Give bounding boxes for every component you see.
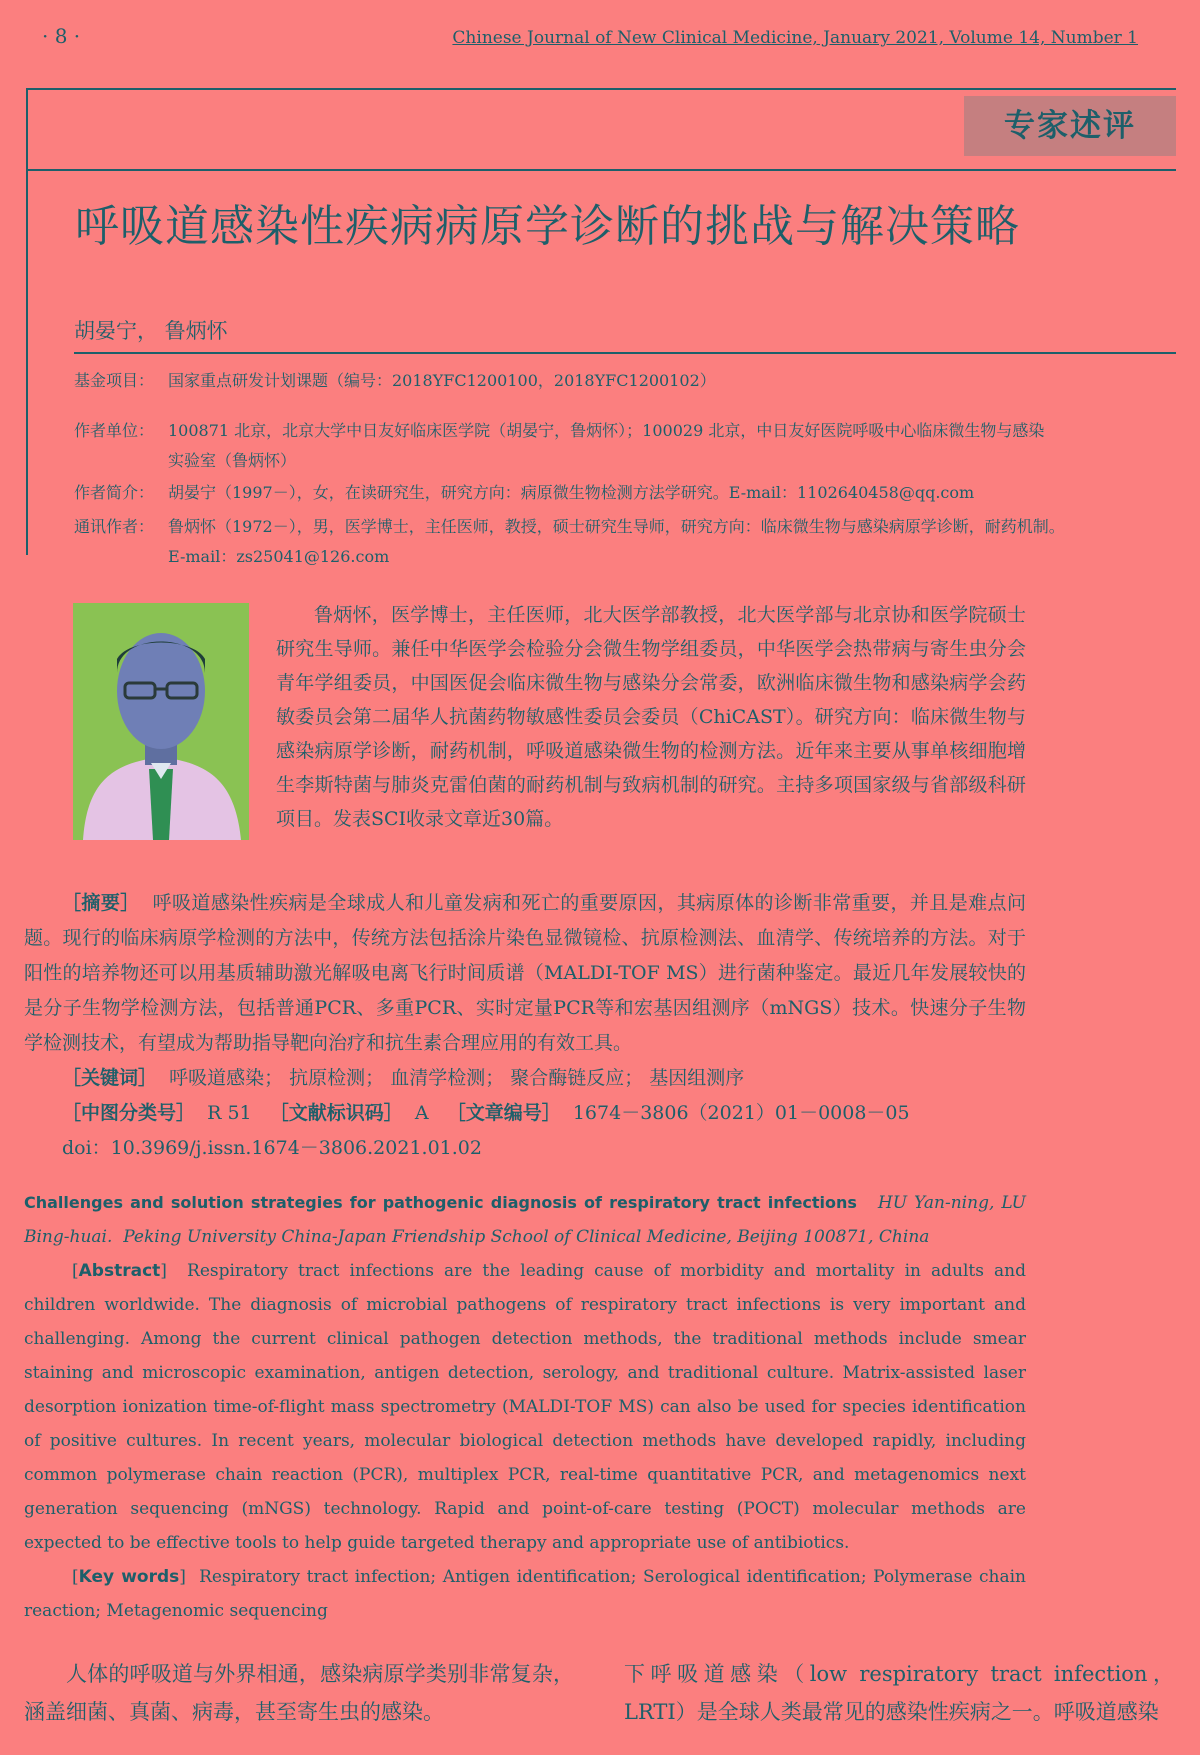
abstract-zh <box>24 886 1026 1166</box>
en-keywords-label: Key words <box>78 1567 180 1587</box>
corr-label: 通讯作者： <box>74 517 155 536</box>
en-title: Challenges and solution strategies for pathogenic diagnosis of respiratory tract infections <box>24 1193 857 1212</box>
en-title-line <box>24 1186 1026 1254</box>
en-keywords: [Key words] Respiratory tract infection; Antigen identification; Serological identification; Polymerase chain reaction; Metagenomic sequencing <box>24 1567 1026 1621</box>
article-no-value: 1674－3806（2021）01－0008－05 <box>572 1102 910 1124</box>
doc-value: A <box>414 1102 429 1124</box>
clc-value: R 51 <box>207 1102 252 1124</box>
body-col1-text: 人体的呼吸道与外界相通，感染病原学类别非常复杂，涵盖细菌、真菌、病毒，甚至寄生虫的感染。 <box>24 1662 574 1724</box>
section-badge: 专家述评 <box>964 96 1176 156</box>
bio-paragraph: 鲁炳怀，医学博士，主任医师，北大医学部教授，北大医学部与北京协和医学院硕士研究生导师。兼任中华医学会检验分会微生物学组委员，中华医学会热带病与寄生虫分会青年学组委员，中国医促会临床微生物与感染分会常委，欧洲临床微生物和感染病学会药敏委员会第二届华人抗菌药物敏感性委员会委员（ChiCAST）。研究方向：临床微生物与感染病原学诊断，耐药机制，呼吸道感染微生物的检测方法。近年来主要从事单核细胞增生李斯特菌与肺炎克雷伯菌的耐药机制与致病机制的研究。主持多项国家级与省部级科研项目。发表SCI收录文章近30篇。 <box>276 604 1026 830</box>
doi-line[interactable]: doi：10.3969/j.issn.1674－3806.2021.01.02 <box>62 1137 482 1159</box>
author-bio-info <box>74 478 1174 508</box>
abstract-zh-paragraph <box>24 886 1026 1061</box>
affil-line2: 实验室（鲁炳怀） <box>168 451 297 470</box>
keywords-zh <box>24 1061 1026 1096</box>
fund-info <box>74 366 1174 396</box>
author-bio <box>276 598 1026 836</box>
en-abstract-label: Abstract <box>78 1261 161 1281</box>
author-photo <box>73 603 249 840</box>
article-title: 呼吸道感染性疾病病原学诊断的挑战与解决策略 <box>75 201 1020 252</box>
affil-label: 作者单位： <box>74 421 155 440</box>
journal-header[interactable]: Chinese Journal of New Clinical Medicine, January 2021, Volume 14, Number 1 <box>452 28 1138 48</box>
article-authors: 胡晏宁， 鲁炳怀 <box>74 319 228 343</box>
body-column-right <box>624 1655 1174 1731</box>
corr-line2: E-mail：zs25041@126.com <box>168 547 390 566</box>
en-keywords-text: Respiratory tract infection; Antigen identification; Serological identification; Polymerase chain reaction; Metagenomic sequencing <box>24 1567 1026 1621</box>
article-no-label: ［文章编号］ <box>446 1102 561 1124</box>
frame-left-rule <box>26 89 28 555</box>
fund-label: 基金项目： <box>74 371 155 390</box>
authors-rule <box>74 352 1176 354</box>
en-authors: HU Yan-ning, LU Bing-huai. <box>24 1193 1027 1247</box>
affil-line1: 100871 北京，北京大学中日友好临床医学院（胡晏宁，鲁炳怀）；100029 北京，中日友好医院呼吸中心临床微生物与感染 <box>168 421 1045 440</box>
abstract-en <box>24 1186 1026 1628</box>
fund-value: 国家重点研发计划课题（编号：2018YFC1200100，2018YFC1200102） <box>168 371 716 390</box>
en-affiliation: Peking University China-Japan Friendship School of Clinical Medicine, Beijing 100871, China <box>123 1227 930 1247</box>
affil-value <box>168 416 1168 476</box>
affiliation-info <box>74 416 1174 476</box>
abstract-zh-text: 呼吸道感染性疾病是全球成人和儿童发病和死亡的重要原因，其病原体的诊断非常重要，并且是难点问题。现行的临床病原学检测的方法中，传统方法包括涂片染色显微镜检、抗原检测法、血清学、传统培养的方法。对于阳性的培养物还可以用基质辅助激光解吸电离飞行时间质谱（MALDI-TOF MS）进行菌种鉴定。最近几年发展较快的是分子生物学检测方法，包括普通PCR、多重PCR、实时定量PCR等和宏基因组测序（mNGS）技术。快速分子生物学检测技术，有望成为帮助指导靶向治疗和抗生素合理应用的有效工具。 <box>24 892 1026 1054</box>
corr-value <box>168 512 1168 572</box>
top-rule <box>26 88 1176 90</box>
doc-label: ［文献标识码］ <box>269 1102 403 1124</box>
corresponding-info <box>74 512 1174 572</box>
page-number: · 8 · <box>42 24 81 48</box>
classification-line <box>24 1096 1026 1131</box>
en-abstract-text: Respiratory tract infections are the leading cause of morbidity and mortality in adults and children worldwide. The diagnosis of microbial pathogens of respiratory tract infections is very important and challenging. Among the current clinical pathogen detection methods, the traditional methods include smear staining and microscopic examination, antigen detection, serology, and traditional culture. Matrix-assisted laser desorption ionization time-of-flight mass spectrometry (MALDI-TOF MS) can also be used for species identification of positive cultures. In recent years, molecular biological detection methods have developed rapidly, including common polymerase chain reaction (PCR), multiplex PCR, real-time quantitative PCR, and metagenomics next generation sequencing (mNGS) technology. Rapid and point-of-care testing (POCT) molecular methods are expected to be effective tools to help guide targeted therapy and appropriate use of antibiotics. <box>24 1261 1027 1553</box>
en-abstract-paragraph: [Abstract] Respiratory tract infections are the leading cause of morbidity and mortality in adults and children worldwide. The diagnosis of microbial pathogens of respiratory tract infections is very important and challenging. Among the current clinical pathogen detection methods, the traditional methods include smear staining and microscopic examination, antigen detection, serology, and traditional culture. Matrix-assisted laser desorption ionization time-of-flight mass spectrometry (MALDI-TOF MS) can also be used for species identification of positive cultures. In recent years, molecular biological detection methods have developed rapidly, including common polymerase chain reaction (PCR), multiplex PCR, real-time quantitative PCR, and metagenomics next generation sequencing (mNGS) technology. Rapid and point-of-care testing (POCT) molecular methods are expected to be effective tools to help guide targeted therapy and appropriate use of antibiotics. <box>24 1261 1027 1553</box>
clc-label: ［中图分类号］ <box>62 1102 196 1124</box>
abstract-zh-label: ［摘要］ <box>62 892 140 914</box>
title-rule <box>26 169 1176 171</box>
body-column-left <box>24 1655 574 1731</box>
keywords-zh-label: ［关键词］ <box>62 1067 158 1089</box>
bio-value: 胡晏宁（1997－），女，在读研究生，研究方向：病原微生物检测方法学研究。E-mail：1102640458@qq.com <box>168 483 975 502</box>
corr-line1: 鲁炳怀（1972－），男，医学博士，主任医师，教授，硕士研究生导师，研究方向：临床微生物与感染病原学诊断，耐药机制。 <box>168 517 1065 536</box>
body-col2-text: 下呼吸道感染（low respiratory tract infection，LRTI）是全球人类最常见的感染性疾病之一。呼吸道感染 <box>624 1662 1174 1724</box>
bio-label: 作者简介： <box>74 483 155 502</box>
keywords-zh-text: 呼吸道感染； 抗原检测； 血清学检测； 聚合酶链反应； 基因组测序 <box>169 1067 745 1089</box>
